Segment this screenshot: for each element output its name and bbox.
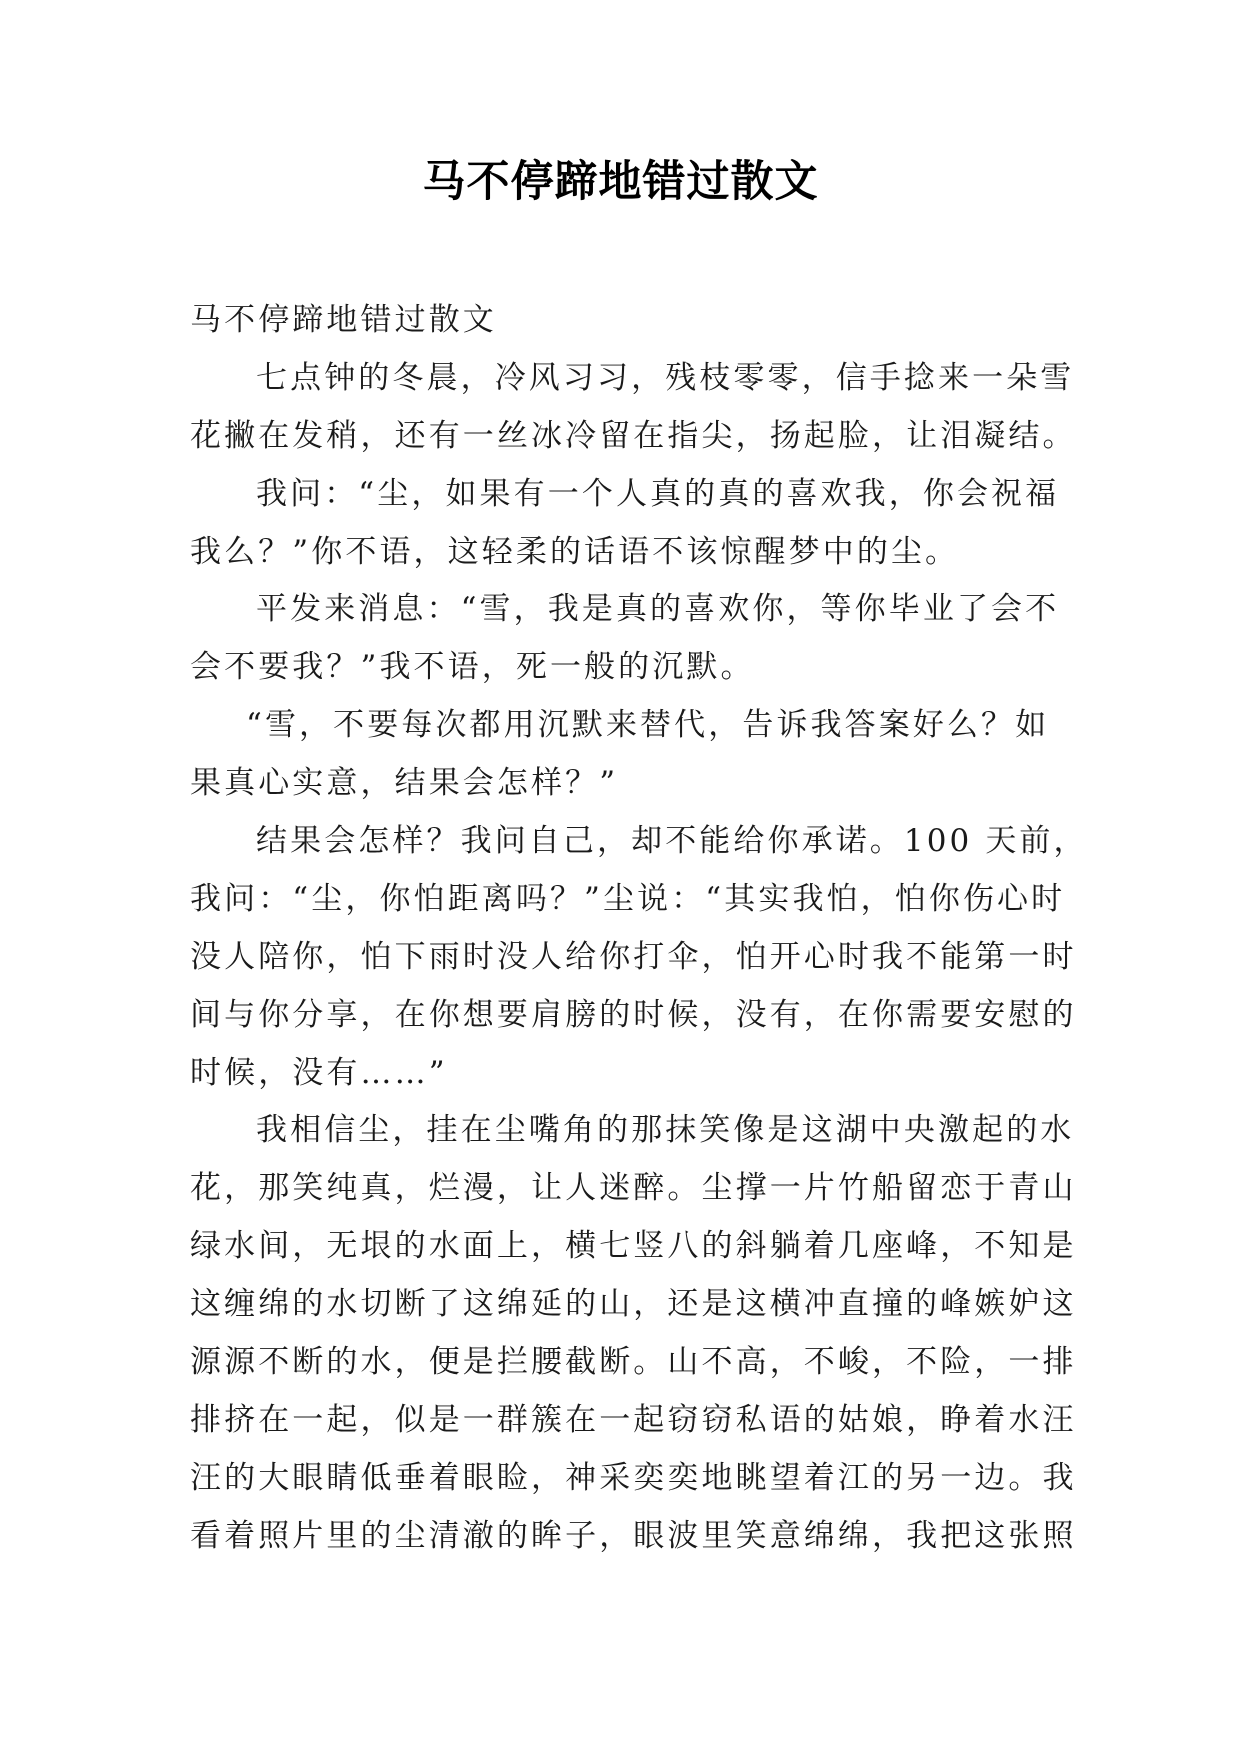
body-line: “雪，不要每次都用沉默来替代，告诉我答案好么？如 [246, 707, 1050, 744]
body-line: 我么？”你不语，这轻柔的话语不该惊醒梦中的尘。 [190, 533, 960, 570]
body-line: 果真心实意，结果会怎样？” [190, 765, 619, 802]
body-line: 源源不断的水，便是拦腰截断。山不高，不峻，不险，一排 [190, 1344, 1077, 1381]
body-line: 时候，没有……” [190, 1054, 448, 1091]
body-line: 会不要我？”我不语，死一般的沉默。 [190, 649, 755, 686]
document-title: 马不停蹄地错过散文 [422, 157, 819, 207]
body-line: 我相信尘，挂在尘嘴角的那抹笑像是这湖中央激起的水 [256, 1112, 1075, 1149]
body-line: 七点钟的冬晨，冷风习习，残枝零零，信手捻来一朵雪 [256, 359, 1075, 396]
body-line: 看着照片里的尘清澈的眸子，眼波里笑意绵绵，我把这张照 [190, 1517, 1077, 1554]
body-line: 这缠绵的水切断了这绵延的山，还是这横冲直撞的峰嫉妒这 [190, 1286, 1077, 1323]
body-line: 我问：“尘，如果有一个人真的真的喜欢我，你会祝福 [256, 475, 1060, 512]
document-body [190, 292, 1088, 1566]
body-line: 汪的大眼睛低垂着眼睑，神采奕奕地眺望着江的另一边。我 [190, 1459, 1077, 1496]
body-line: 排挤在一起，似是一群簇在一起窃窃私语的姑娘，睁着水汪 [190, 1401, 1077, 1438]
body-line: 马不停蹄地错过散文 [190, 302, 497, 338]
body-line: 我问：“尘，你怕距离吗？”尘说：“其实我怕，怕你伤心时 [190, 880, 1066, 917]
body-line: 花，那笑纯真，烂漫，让人迷醉。尘撑一片竹船留恋于青山 [190, 1170, 1077, 1207]
body-line: 绿水间，无垠的水面上，横七竖八的斜躺着几座峰，不知是 [190, 1228, 1077, 1265]
body-line: 花撇在发稍，还有一丝冰冷留在指尖，扬起脸，让泪凝结。 [190, 417, 1077, 454]
body-line: 没人陪你，怕下雨时没人给你打伞，怕开心时我不能第一时 [190, 938, 1077, 975]
body-line: 平发来消息：“雪，我是真的喜欢你，等你毕业了会不 [256, 591, 1060, 628]
body-line: 间与你分享，在你想要肩膀的时候，没有，在你需要安慰的 [190, 996, 1077, 1033]
body-line: 结果会怎样？我问自己，却不能给你承诺。100 天前， [256, 823, 1088, 860]
